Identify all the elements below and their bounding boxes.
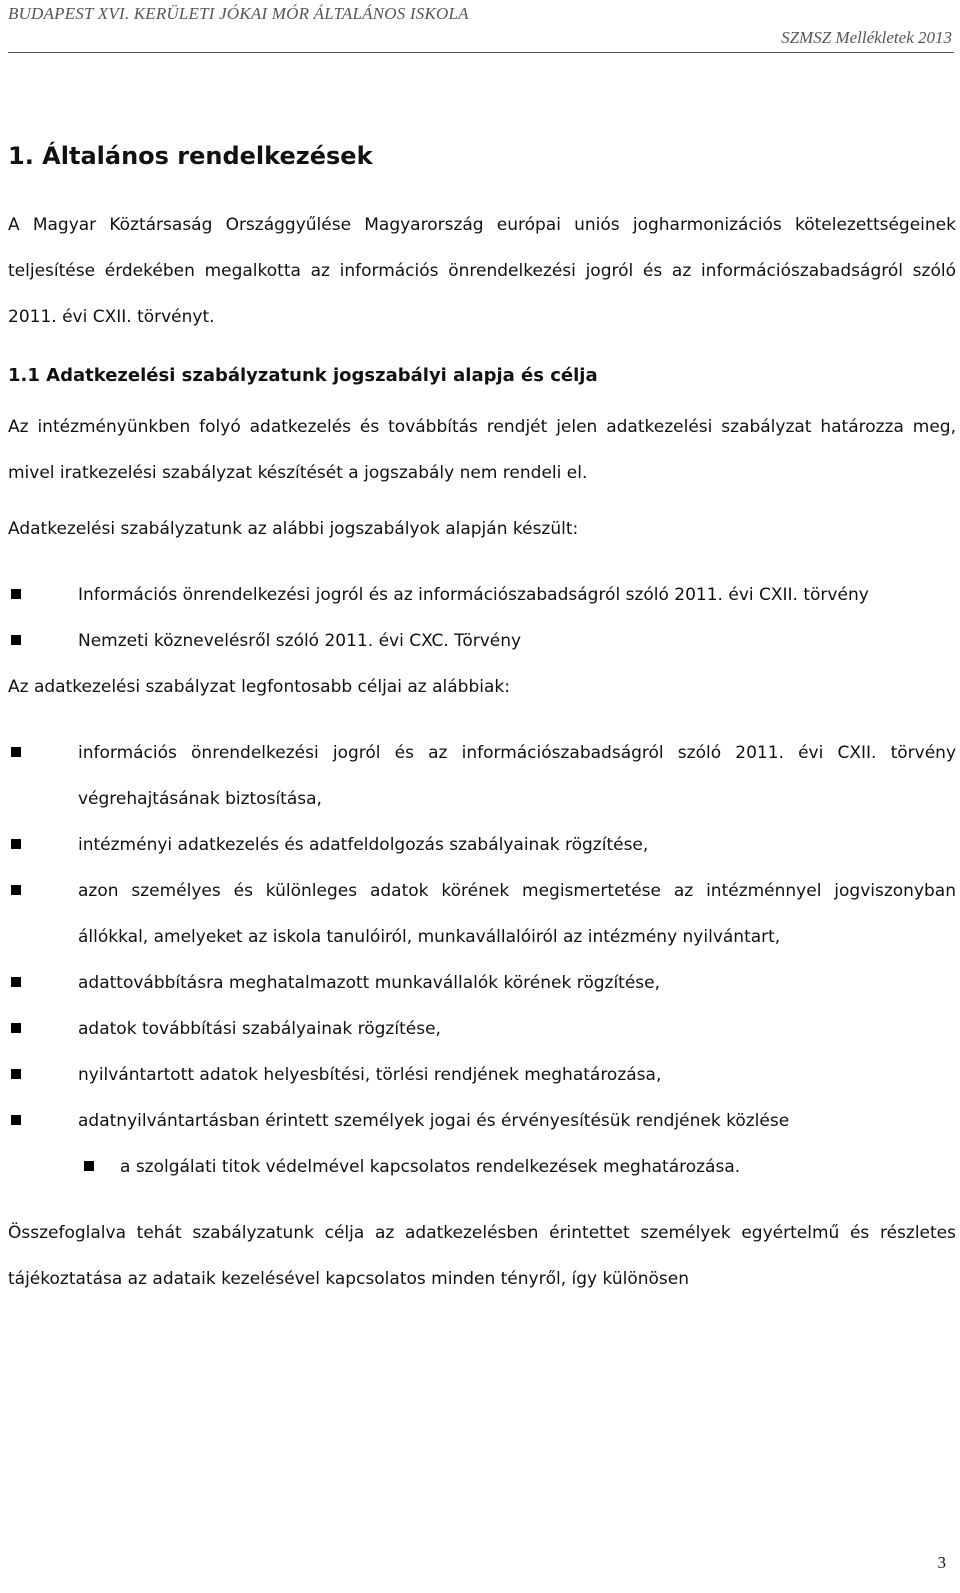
square-bullet-icon <box>11 1069 21 1079</box>
summary-paragraph: Összefoglalva tehát szabályzatunk célja az adatkezelésben érintettet személyek egyértelmű és részletes tájékoztatása az adataik kezelésével kapcsolatos minden tényről, így különösen <box>8 1223 956 1289</box>
subsection-heading: 1.1 Adatkezelési szabályzatunk jogszabályi alapja és célja <box>8 365 598 386</box>
list-item-text: adatnyilvántartásban érintett személyek jogai és érvényesítésük rendjének közlése <box>78 1111 790 1131</box>
document-body <box>8 140 956 1302</box>
list-item <box>8 868 956 960</box>
page-number: 3 <box>937 1553 946 1572</box>
list-item-text: nyilvántartott adatok helyesbítési, törlési rendjének meghatározása, <box>78 1065 662 1085</box>
list-item <box>8 618 956 664</box>
legal-basis-intro: Adatkezelési szabályzatunk az alábbi jogszabályok alapján készült: <box>8 519 579 539</box>
list-item <box>8 1098 956 1144</box>
square-bullet-icon <box>11 885 21 895</box>
list-item-text: információs önrendelkezési jogról és az információszabadságról szóló 2011. évi CXII. törvény végrehajtásának biztosítása, <box>78 743 956 809</box>
list-item <box>8 572 956 618</box>
page-header <box>0 0 960 58</box>
sub-goals-list <box>8 1144 956 1190</box>
list-item-text: intézményi adatkezelés és adatfeldolgozás szabályainak rögzítése, <box>78 835 649 855</box>
school-name: BUDAPEST XVI. KERÜLETI JÓKAI MÓR ÁLTALÁNOS ISKOLA <box>8 4 469 23</box>
document-title: SZMSZ Mellékletek 2013 <box>781 28 952 47</box>
section-heading: 1. Általános rendelkezések <box>8 142 373 170</box>
list-item <box>8 1006 956 1052</box>
list-item-text: Információs önrendelkezési jogról és az információszabadságról szóló 2011. évi CXII. törvény <box>78 585 869 605</box>
list-item-text: adattovábbításra meghatalmazott munkavállalók körének rögzítése, <box>78 973 661 993</box>
list-item-text: azon személyes és különleges adatok körének megismertetése az intézménnyel jogviszonyban állókkal, amelyeket az iskola tanulóiról, munkavállalóiról az intézmény nyilvántart, <box>78 881 956 947</box>
list-item-text: a szolgálati titok védelmével kapcsolatos rendelkezések meghatározása. <box>120 1157 741 1177</box>
list-item-text: Nemzeti köznevelésről szóló 2011. évi CXC. Törvény <box>78 631 522 651</box>
square-bullet-icon <box>11 747 21 757</box>
square-bullet-icon <box>11 839 21 849</box>
law-list <box>8 572 956 664</box>
square-bullet-icon <box>11 977 21 987</box>
square-bullet-icon <box>11 1023 21 1033</box>
list-item <box>8 730 956 822</box>
list-item-text: adatok továbbítási szabályainak rögzítése, <box>78 1019 441 1039</box>
goals-list <box>8 730 956 1144</box>
intro-paragraph: A Magyar Köztársaság Országgyűlése Magyarország európai uniós jogharmonizációs kötelezettségeinek teljesítése érdekében megalkotta az információs önrendelkezési jogról és az információszabadságról szóló 2011. évi CXII. törvényt. <box>8 215 956 327</box>
scope-paragraph: Az intézményünkben folyó adatkezelés és továbbítás rendjét jelen adatkezelési szabályzat határozza meg, mivel iratkezelési szabályzat készítését a jogszabály nem rendeli el. <box>8 417 956 483</box>
square-bullet-icon <box>11 635 21 645</box>
list-item <box>8 1144 956 1190</box>
list-item <box>8 960 956 1006</box>
square-bullet-icon <box>11 1115 21 1125</box>
list-item <box>8 1052 956 1098</box>
square-bullet-icon <box>11 589 21 599</box>
header-divider <box>8 52 954 53</box>
square-bullet-icon <box>84 1161 94 1171</box>
list-item <box>8 822 956 868</box>
goals-intro: Az adatkezelési szabályzat legfontosabb céljai az alábbiak: <box>8 677 510 697</box>
